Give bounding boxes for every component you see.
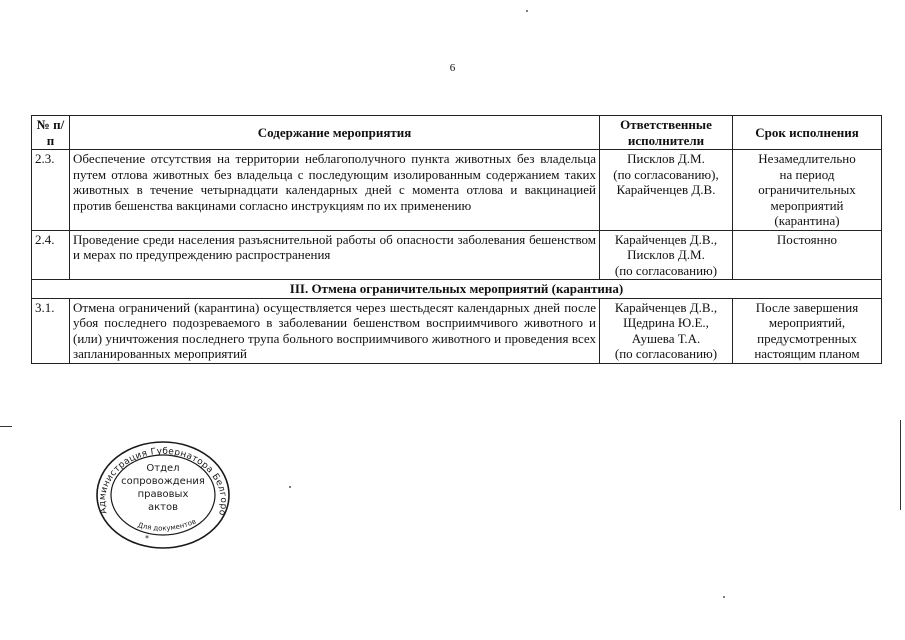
deadline-line: предусмотренных [757, 330, 857, 346]
responsible-line: Карайченцев Д.В., [614, 299, 718, 315]
row-num: 2.4. [32, 230, 70, 280]
deadline-line: После завершения [755, 299, 859, 315]
row-deadline [733, 298, 882, 363]
responsible-line: Карайченцев Д.В., [614, 231, 718, 247]
page-number: 6 [449, 62, 456, 74]
deadline-line: настоящим планом [754, 346, 860, 361]
row-content: Проведение среди населения разъяснительной работы об опасности заболевания бешенством и мерах по предупреждению распространения [70, 230, 600, 280]
table-row [32, 150, 882, 231]
stamp-line: правовых [137, 489, 189, 500]
scan-speck [526, 10, 528, 12]
row-num: 2.3. [32, 150, 70, 231]
responsible-line: Писклов Д.М. [627, 247, 705, 262]
deadline-line: Незамедлительно [758, 151, 856, 166]
responsible-line: (по согласованию), [613, 166, 719, 182]
header-responsible: Ответственные исполнители [600, 116, 733, 150]
stamp-line: сопровождения [121, 476, 205, 487]
stamp-line: Отдел [146, 463, 180, 474]
stamp-line: актов [147, 502, 179, 513]
section-row [32, 280, 882, 299]
responsible-line: Аушева Т.А. [631, 330, 701, 346]
responsible-line: (по согласованию) [614, 262, 718, 278]
row-content: Отмена ограничений (карантина) осуществляется через шестьдесят календарных дней после убоя последнего подозреваемого в заболевании бешенством восприимчивого животного и (или) уничтожения последнего трупа больного восприимчивого животного и проведения всех запланированных мероприятий [70, 298, 600, 363]
table-row [32, 298, 882, 363]
row-responsible [600, 298, 733, 363]
row-responsible [600, 230, 733, 280]
row-num: 3.1. [32, 298, 70, 363]
row-deadline [733, 230, 882, 280]
left-margin-mark [0, 426, 12, 427]
right-margin-mark [900, 420, 901, 510]
deadline-line: ограничительных [758, 182, 856, 197]
table-row [32, 230, 882, 280]
responsible-line: (по согласованию) [614, 346, 718, 361]
deadline-line: мероприятий [770, 197, 844, 213]
scan-speck [289, 486, 291, 488]
stamp-outer-text: Администрация Губернатора Белгоро [97, 446, 229, 517]
responsible-line: Карайченцев Д.В. [616, 182, 716, 197]
deadline-line: Постоянно [776, 231, 838, 247]
header-num: № п/п [32, 116, 70, 150]
deadline-line: (карантина) [774, 213, 840, 228]
plan-table [31, 115, 882, 364]
header-deadline: Срок исполнения [733, 116, 882, 150]
header-content: Содержание мероприятия [70, 116, 600, 150]
stamp-seal [93, 437, 233, 549]
responsible-line: Писклов Д.М. [627, 151, 705, 166]
row-responsible [600, 150, 733, 231]
deadline-line: мероприятий, [768, 315, 846, 330]
row-content: Обеспечение отсутствия на территории неблагополучного пункта животных без владельца путем отлова животных без владельца с последующим изолированным содержанием таких животных в течение четырнадцати календарных дней с момента отлова и вакцинацией против бешенства вакцинами согласно инструкциям по их применению [70, 150, 600, 231]
department-stamp [93, 437, 233, 549]
stamp-bottom-text: Для документов [136, 517, 198, 533]
scan-speck [723, 596, 725, 598]
section-title: III. Отмена ограничительных мероприятий (карантина) [32, 280, 882, 299]
responsible-line: Щедрина Ю.Е., [623, 315, 709, 330]
row-deadline [733, 150, 882, 231]
deadline-line: на период [779, 166, 835, 182]
table-header-row [32, 116, 882, 150]
stamp-star-icon: * [145, 534, 149, 543]
